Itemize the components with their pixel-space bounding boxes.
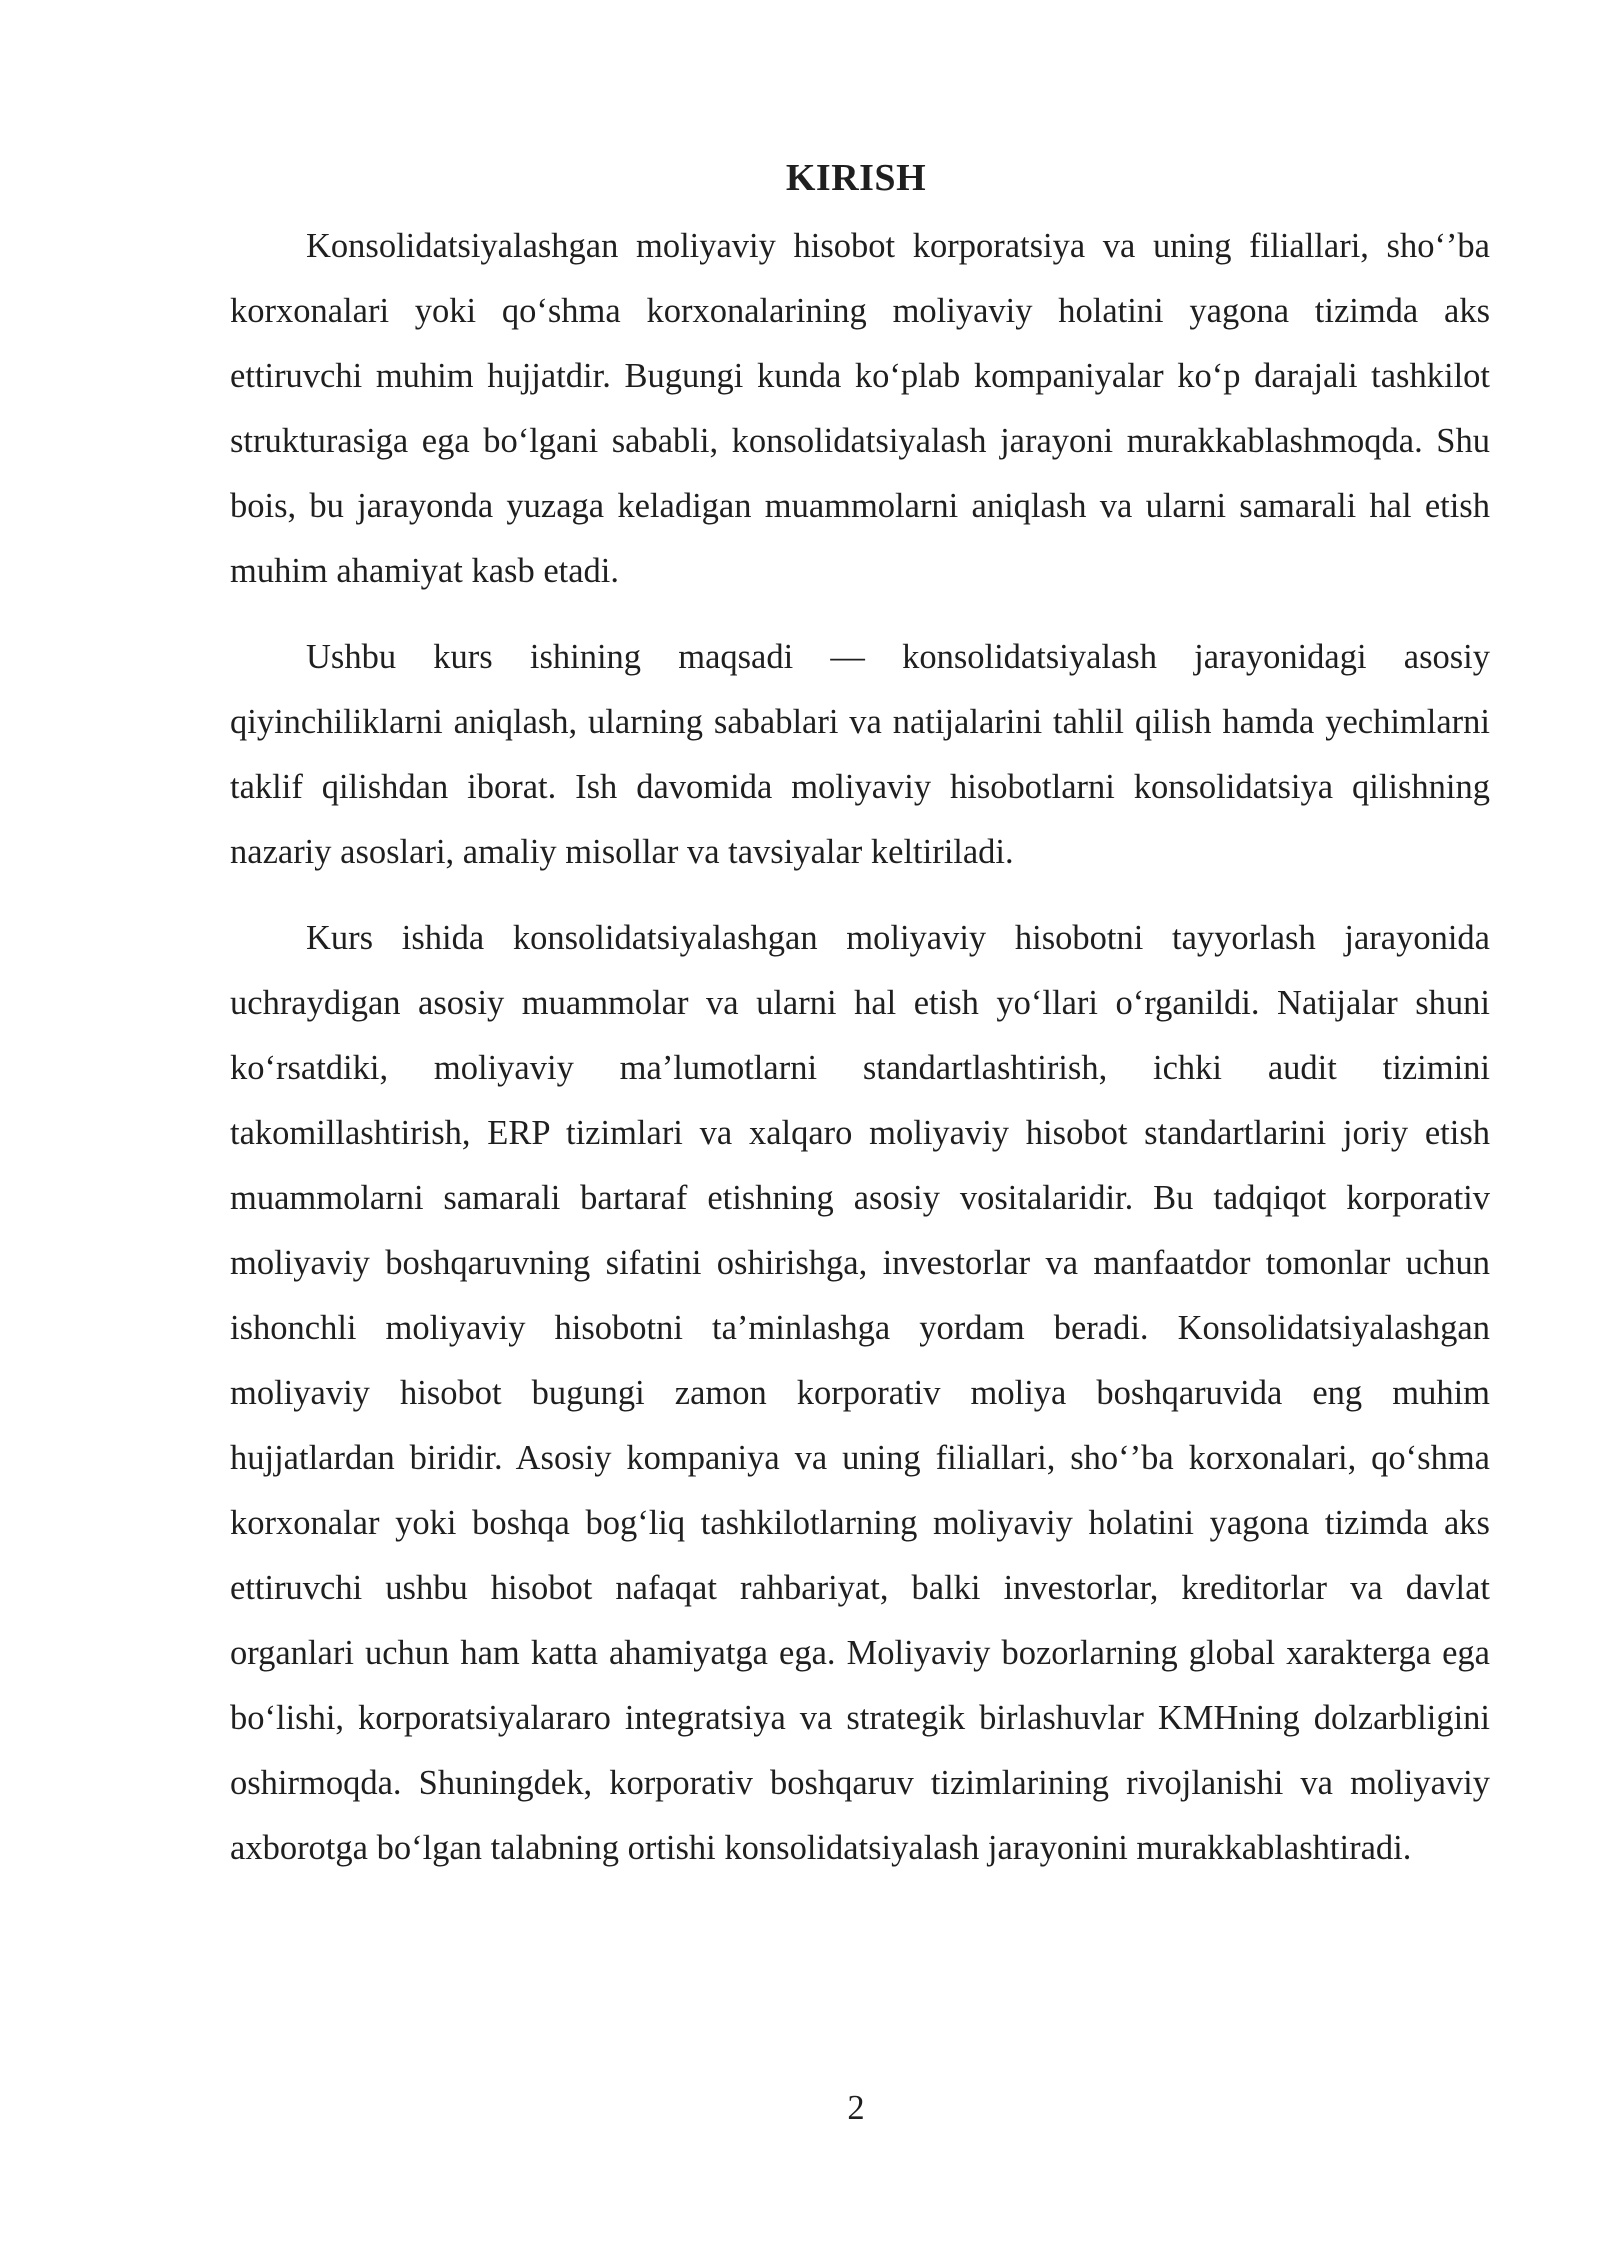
section-heading: KIRISH bbox=[785, 157, 927, 199]
paragraph-goal: Ushbu kurs ishining maqsadi — konsolidatsiyalash jarayonidagi asosiy qiyinchiliklarni aniqlash, ularning sabablari va natijalarini tahlil qilish hamda yechimlarni taklif qilishdan iborat. Ish davomida moliyaviy hisobotlarni konsolidatsiya qilishning nazariy asoslari, amaliy misollar va tavsiyalar keltiriladi. bbox=[230, 638, 1490, 871]
body-text bbox=[230, 214, 1490, 1902]
page-number: 2 bbox=[847, 2089, 865, 2127]
paragraph-findings: Kurs ishida konsolidatsiyalashgan moliyaviy hisobotni tayyorlash jarayonida uchraydigan asosiy muammolar va ularni hal etish yo‘llari o‘rganildi. Natijalar shuni ko‘rsatdiki, moliyaviy ma’lumotlarni standartlashtirish, ichki audit tizimini takomillashtirish, ERP tizimlari va xalqaro moliyaviy hisobot standartlarini joriy etish muammolarni samarali bartaraf etishning asosiy vositalaridir. Bu tadqiqot korporativ moliyaviy boshqaruvning sifatini oshirishga, investorlar va manfaatdor tomonlar uchun ishonchli moliyaviy hisobotni ta’minlashga yordam beradi. Konsolidatsiyalashgan moliyaviy hisobot bugungi zamon korporativ moliya boshqaruvida eng muhim hujjatlardan biridir. Asosiy kompaniya va uning filiallari, sho‘’ba korxonalari, qo‘shma korxonalar yoki boshqa bog‘liq tashkilotlarning moliyaviy holatini yagona tizimda aks ettiruvchi ushbu hisobot nafaqat rahbariyat, balki investorlar, kreditorlar va davlat organlari uchun ham katta ahamiyatga ega. Moliyaviy bozorlarning global xarakterga ega bo‘lishi, korporatsiyalararo integratsiya va strategik birlashuvlar KMHning dolzarbligini oshirmoqda. Shuningdek, korporativ boshqaruv tizimlarining rivojlanishi va moliyaviy axborotga bo‘lgan talabning ortishi konsolidatsiyalash jarayonini murakkablashtiradi. bbox=[230, 919, 1490, 1867]
paragraph-intro: Konsolidatsiyalashgan moliyaviy hisobot korporatsiya va uning filiallari, sho‘’ba korxonalari yoki qo‘shma korxonalarining moliyaviy holatini yagona tizimda aks ettiruvchi muhim hujjatdir. Bugungi kunda ko‘plab kompaniyalar ko‘p darajali tashkilot strukturasiga ega bo‘lgani sababli, konsolidatsiyalash jarayoni murakkablashmoqda. Shu bois, bu jarayonda yuzaga keladigan muammolarni aniqlash va ularni samarali hal etish muhim ahamiyat kasb etadi. bbox=[230, 227, 1490, 590]
